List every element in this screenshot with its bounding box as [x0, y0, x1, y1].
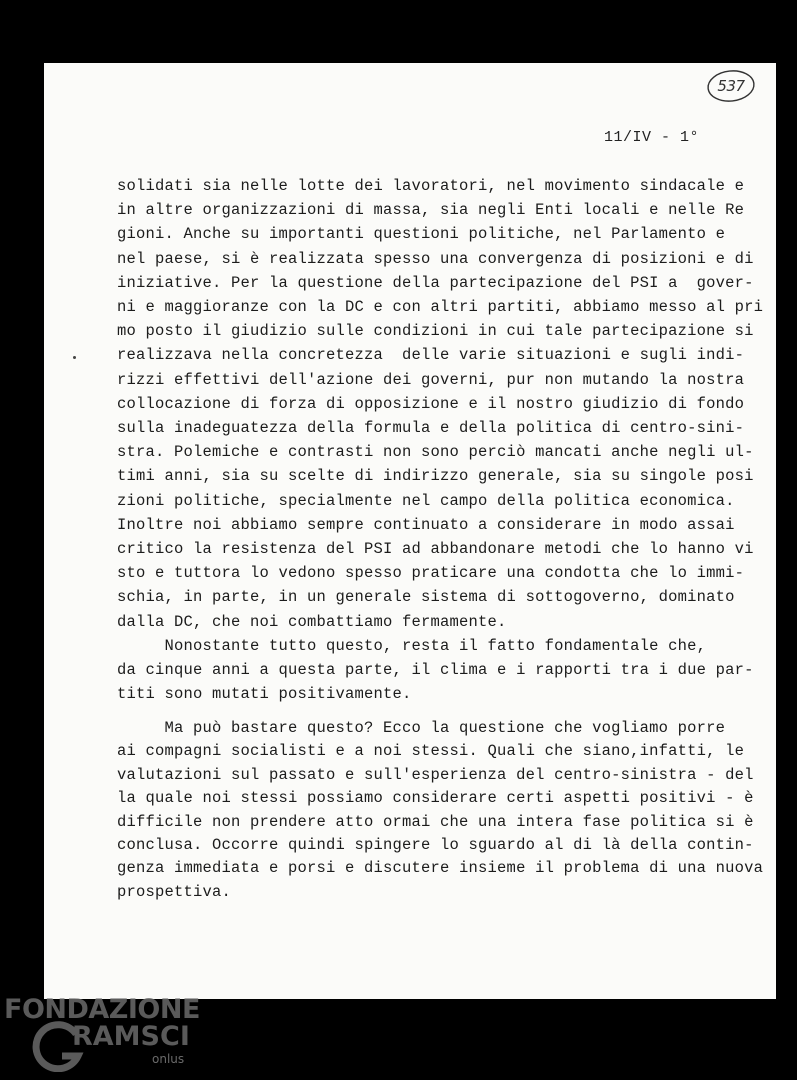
text-line: sulla inadeguatezza della formula e della politica di centro-sini- [117, 419, 745, 437]
text-line: nel paese, si è realizzata spesso una convergenza di posizioni e di [117, 249, 754, 268]
text-line: solidati sia nelle lotte dei lavoratori, nel movimento sindacale e [117, 177, 745, 195]
text-line: stra. Polemiche e contrasti non sono perciò mancati anche negli ul- [117, 443, 754, 462]
text-line: timi anni, sia su scelte di indirizzo generale, sia su singole posi [117, 467, 754, 486]
text-line: collocazione di forza di opposizione e il nostro giudizio di fondo [117, 394, 745, 413]
text-line: prospettiva. [117, 882, 232, 901]
text-line: in altre organizzazioni di massa, sia negli Enti locali e nelle Re [117, 201, 745, 220]
text-line: schia, in parte, in un generale sistema di sottogoverno, dominato [117, 588, 735, 607]
text-line: conclusa. Occorre quindi spingere lo sguardo al di là della contin- [117, 836, 754, 854]
text-line: dalla DC, che noi combattiamo fermamente. [117, 612, 507, 631]
text-line: zioni politiche, specialmente nel campo della politica economica. [117, 491, 735, 510]
text-line: Inoltre noi abbiamo sempre continuato a considerare in modo assai [117, 515, 735, 534]
text-line: critico la resistenza del PSI ad abbandonare metodi che lo hanno vi [117, 540, 754, 558]
text-line: ni e maggioranze con la DC e con altri partiti, abbiamo messo al pri [117, 298, 764, 316]
text-line: valutazioni sul passato e sull'esperienza del centro-sinistra - del [117, 765, 754, 784]
text-line: realizzava nella concretezza delle varie situazioni e sugli indi- [117, 346, 745, 365]
text-line: difficile non prendere atto ormai che una intera fase politica si è [117, 812, 754, 831]
text-line: la quale noi stessi possiamo considerare certi aspetti positivi - è [117, 789, 754, 808]
text-line: da cinque anni a questa parte, il clima e i rapporti tra i due par- [117, 661, 754, 679]
text-line: iniziative. Per la questione della partecipazione del PSI a gover- [117, 273, 754, 292]
text-line: titi sono mutati positivamente. [117, 685, 412, 704]
margin-mark [73, 356, 76, 359]
text-line: genza immediata e porsi e discutere insieme il problema di una nuova [117, 859, 764, 878]
stamp-number: 537 [717, 77, 745, 95]
text-line: ai compagni socialisti e a noi stessi. Quali che siano,infatti, le [117, 742, 745, 761]
page-reference: 11/IV - 1° [604, 129, 700, 146]
text-line: Ma può bastare questo? Ecco la questione che vogliamo porre [117, 719, 726, 737]
logo-line-2: RAMSCI [72, 1021, 190, 1052]
text-line: Nonostante tutto questo, resta il fatto fondamentale che, [117, 636, 707, 655]
fondazione-gramsci-logo [4, 994, 204, 1080]
text-line: mo posto il giudizio sulle condizioni in cui tale partecipazione si [117, 322, 754, 341]
text-line: sto e tuttora lo vedono spesso praticare una condotta che lo immi- [117, 564, 745, 583]
logo-subtitle: onlus [152, 1052, 185, 1066]
logo-line-1: FONDAZIONE [4, 994, 200, 1025]
archive-stamp [705, 66, 757, 106]
text-line: gioni. Anche su importanti questioni politiche, nel Parlamento e [117, 225, 726, 244]
text-line: rizzi effettivi dell'azione dei governi, pur non mutando la nostra [117, 370, 745, 389]
